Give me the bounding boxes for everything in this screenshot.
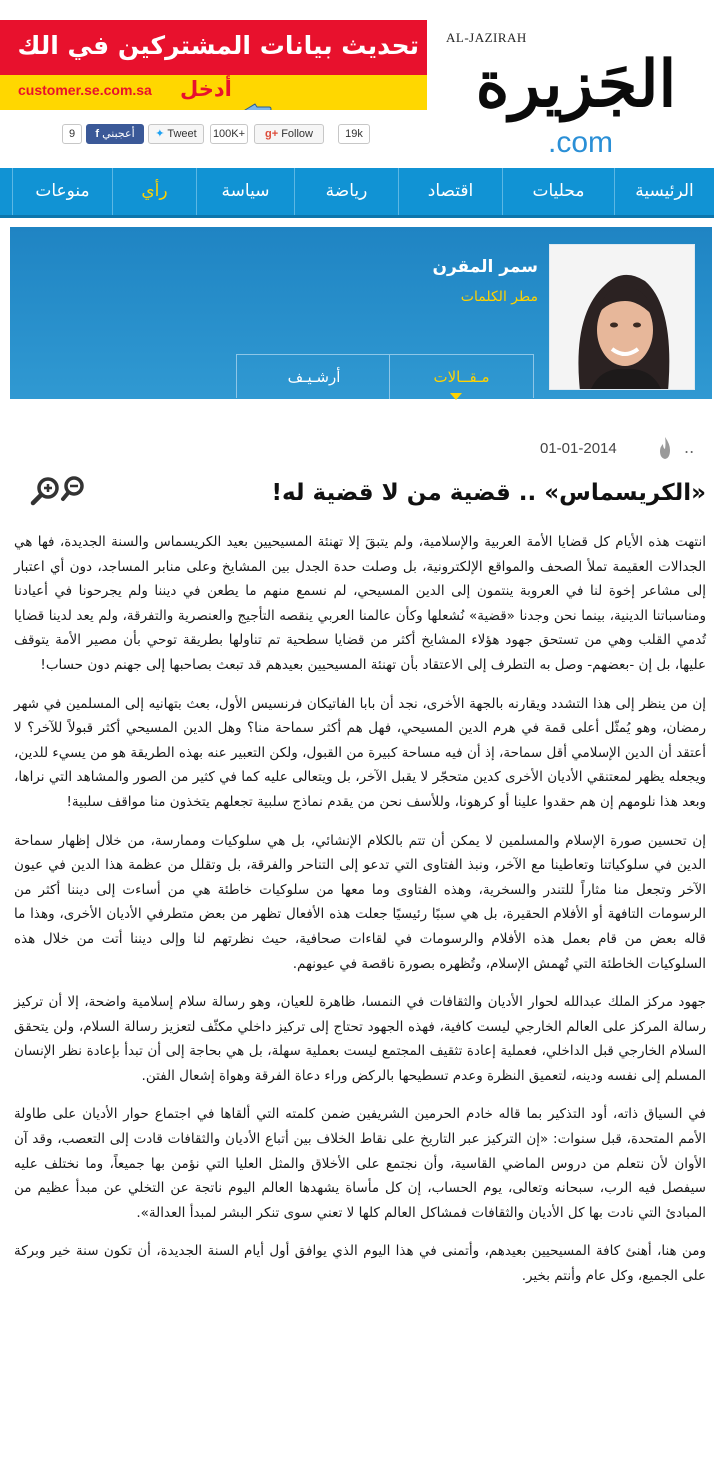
active-tab-indicator: [450, 393, 462, 400]
tab-archive[interactable]: أرشـيـف: [287, 368, 341, 386]
article-paragraph: جهود مركز الملك عبدالله لحوار الأديان والثقافات في النمسا، ظاهرة للعيان، وهو رسالة سلام إسلامية واضحة، إلا أن تركيز رسالة المركز على العالم الخارجي ليست كافية، فهذه الجهود تحتاج إلى تركيز داخلي مكثّف لتعزيز رسالة السلام، ولن يتحقق السلام الخارجي قبل الداخلي، فعملية إعادة تثقيف المجتمع ليست بعملية سهلة، بل هي بحاجة إلى أن تبدأ بإعادة نظر الإنسان المسلم إلى نفسه ودينه، لتعميق النظرة وعدم تسطيحها بالركض وراء دعاة الفرقة وهواة إشعال الفتن.: [14, 994, 706, 1084]
ad-enter-button[interactable]: أدخل: [180, 77, 232, 101]
facebook-like-button[interactable]: [86, 124, 144, 144]
article-paragraph: إن تحسين صورة الإسلام والمسلمين لا يمكن أن تتم بالكلام الإنشائي، بل هي سلوكيات وممارسة، من خلال إظهار سماحة الدين في سلوكياتنا وتعاطينا مع الآخر، ونبذ الفتاوى التي تدعو إلى التناحر والفرقة، بل وتقلل من عظمة هذا الدين في عيون الآخر وتجعل منا مثاراً للتندر والسخرية، وهذه الفتاوى وما معها من سلوكيات خاطئة هي من أساءت إلى ديننا أكثر من الرسومات التافهة أو الأفلام الحقيرة، بل هي سببًا رئيسيًا جعلت هذه الأفعال تظهر من بعض متطرفي الأديان الأخرى، وهذا ما قاله بعض من قام بعمل هذه الأفلام والرسومات في لقاءات صحافية، حيث نظرتهم لنا وإلى ديننا أتت من خلال هذه السلوكيات الخاطئة التي تُهمش الإسلام، وتُظهره بصورة ناقصة في عيونهم.: [14, 832, 706, 972]
nav-item-sports[interactable]: رياضة: [294, 168, 398, 215]
nav-item-opinion[interactable]: رأي: [112, 168, 196, 215]
nav-item-economy[interactable]: اقتصاد: [398, 168, 502, 215]
ad-title: تحديث بيانات المشتركين في الك: [17, 31, 419, 60]
author-name[interactable]: سمر المقرن: [432, 257, 538, 277]
tweet-button[interactable]: [148, 124, 204, 144]
author-photo: [549, 244, 695, 390]
google-plus-icon: g+: [264, 128, 279, 140]
logo-dotcom-text: .com: [548, 126, 614, 159]
nav-item-politics[interactable]: سياسة: [196, 168, 294, 215]
tab-articles[interactable]: مـقــالات: [389, 355, 533, 399]
main-nav-bar: [0, 168, 714, 218]
nav-item-misc[interactable]: منوعات: [12, 168, 112, 215]
author-tabs: [236, 354, 534, 398]
facebook-like-label: أعجبني: [102, 128, 135, 140]
article-paragraph: ومن هنا، أهنئ كافة المسيحيين بعيدهم، وأتمنى في هذا اليوم الذي يوافق أول أيام السنة الجديدة، أن تكون سنة خير وبركة على الجميع، وكل عام وأنتم بخير.: [14, 1243, 706, 1285]
plusone-count: 9: [62, 124, 82, 144]
pointing-hand-icon: [243, 100, 273, 110]
flame-icon: [656, 436, 674, 460]
follow-count: 19k: [338, 124, 370, 144]
article-paragraph: إن من ينظر إلى هذا التشدد ويقارنه بالجهة الأخرى، نجد أن بابا الفاتيكان فرنسيس الأول، بعث بتهانيه إلى المسلمين في شهر رمضان، وهو يُمثّل أعلى قمة في هرم الدين المسيحي، فهل هم أكثر سماحة منا؟ وهل الدين المسيحي أكثر قبولاً للآخر؟ لا أعتقد أن الدين الإسلامي أقل سماحة، إذ أن فيه مساحة كبيرة من القبول، ولكن التعبير عنه بهذه الطريقة هو من يسيء للدين، ويجعله يظهر لمعتنقي الأديان الأخرى كدين متحجّر لا يقبل الآخر، بل ويتعالى عليه كما في كثير من الصور والمشاهد التي نراها، وبعد هذا نلومهم إن هم حقدوا علينا أو كرهونا، وللأسف نحن من يقدم نماذج سلبية تجعلهم يتخذون منا مواقف سلبية!: [14, 695, 706, 810]
follow-label: Follow: [281, 128, 313, 140]
logo-english-text: AL-JAZIRAH: [446, 30, 527, 45]
tweet-count: 100K+: [210, 124, 248, 144]
meta-dots: ..: [684, 438, 695, 457]
nav-item-local[interactable]: محليات: [502, 168, 614, 215]
article-date: 01-01-2014: [540, 440, 617, 457]
subscriber-update-ad-banner[interactable]: [0, 20, 427, 110]
zoom-in-icon[interactable]: [33, 479, 57, 503]
zoom-out-icon[interactable]: [63, 478, 82, 499]
author-portrait-image: [550, 245, 695, 390]
twitter-bird-icon: ✦: [155, 128, 165, 140]
nav-item-home[interactable]: الرئيسية: [614, 168, 714, 215]
article-paragraph: في السياق ذاته، أود التذكير بما قاله خادم الحرمين الشريفين ضمن كلمته التي ألقاها في اجتماع حوار الأديان على طاولة الأمم المتحدة، قبل سنوات: «إن التركيز عبر التاريخ على نقاط الخلاف بين أتباع الأديان والثقافات قادت إلى التعصب، وقد آن الأوان لأن نتعلم من دروس الماضي القاسية، وأن نجتمع على الأخلاق والمثل العليا التي نؤمن بها جميعاً، وما نختلف عليه سيفصل فيه الرب، سبحانه وتعالى، يوم الحساب، إن كل مأساة يشهدها العالم اليوم ناتجة عن التخلي عن مبدأ عظيم من المبادئ التي نادت بها كل الأديان والثقافات فمشاكل العالم كلها لا تعني سوى تنكر البشر لمبدأ العدالة».: [14, 1106, 706, 1221]
author-column-name: مطر الكلمات: [460, 289, 538, 305]
author-panel: [10, 227, 712, 399]
facebook-icon: f: [95, 128, 103, 140]
site-header: [0, 0, 720, 168]
site-logo[interactable]: [440, 26, 712, 161]
article-meta: [0, 436, 720, 466]
tweet-label: Tweet: [167, 128, 197, 140]
google-plus-follow-button[interactable]: [254, 124, 324, 144]
ad-url[interactable]: customer.se.com.sa: [18, 82, 152, 98]
article-title: «الكريسماس» .. قضية من لا قضية له!: [271, 480, 706, 506]
logo-arabic-text: الجَزيرة: [475, 47, 677, 122]
article-paragraph: انتهت هذه الأيام كل قضايا الأمة العربية والإسلامية، ولم يتبقَ إلا تهنئة المسيحيين بعيد الكريسماس والسنة الجديدة، فها هي الجدالات العقيمة تملأ الصحف والمواقع الإلكترونية، بل وصلت حدة الجدل بين المشايخ وعلى منابر المساجد، دون أي اعتبار إلى مشاعر إخوة لنا في العروبة ينتمون إلى الدين المسيحي، لم نسمع منهم ما يطعن في ديننا ولم يجرحونا في أعيادنا ومناسباتنا الدينية، بينما نحن وجدنا «قضية» نُشعلها وكأن عالمنا العربي ينقصه التأجيج والعنصرية والتفرقة، ولم يعد لدينا قضايا تُدمي القلب وهي من تستحق جهود هؤلاء المشايخ أكثر من قضايا سطحية تم تناولها بطريقة توحي بأن مصير الأمة يتوقف عليها، بل إن -بعضهم- وصل به التطرف إلى الاعتقاد بأن تهنئة المسيحيين بعيدهم قد تبعث بصاحبها إلى جهنم دون حساب!: [14, 534, 706, 673]
zoom-controls[interactable]: [30, 474, 90, 506]
article-body: [14, 530, 706, 1303]
